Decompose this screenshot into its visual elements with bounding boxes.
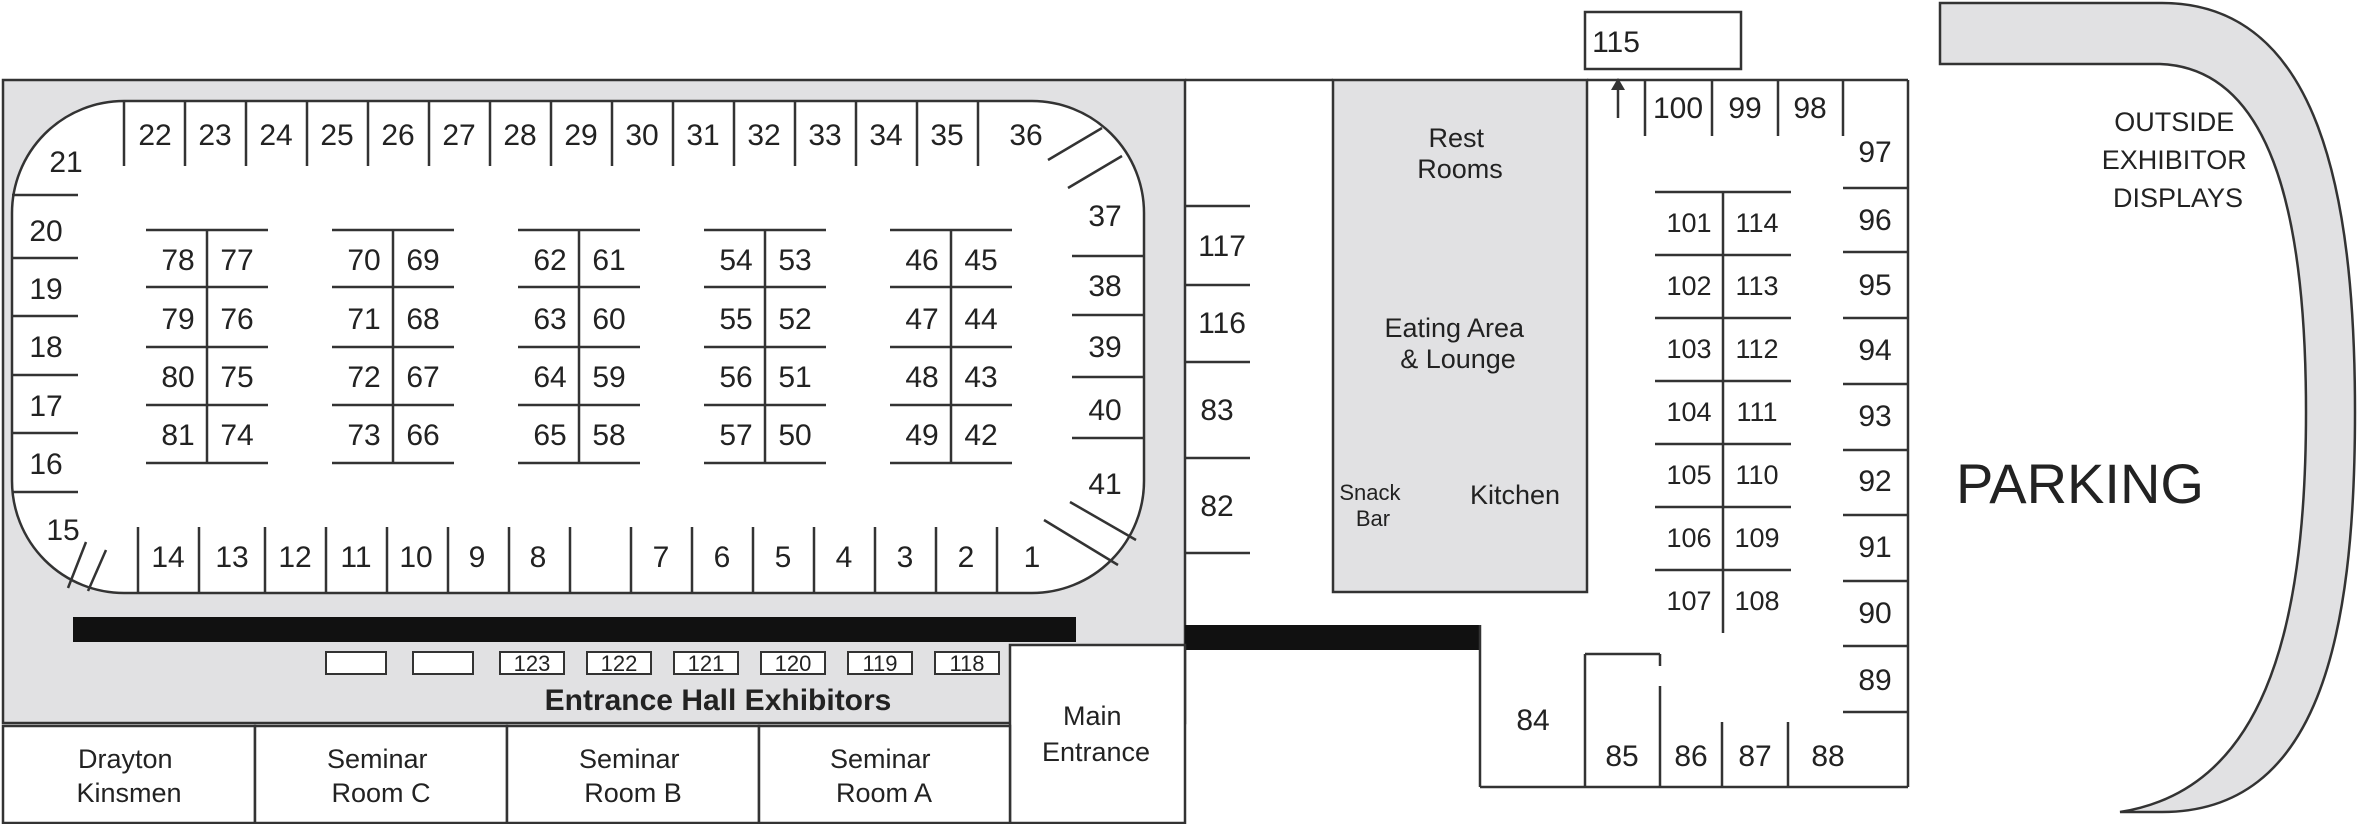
booth-label: 71 xyxy=(347,303,381,336)
booth-label: 95 xyxy=(1858,269,1892,302)
booth-label: 100 xyxy=(1652,92,1704,125)
booth-label: 11 xyxy=(340,541,372,574)
booth-label: 115 xyxy=(1592,26,1640,59)
booth-label: 45 xyxy=(964,244,998,277)
booth-label: 96 xyxy=(1858,204,1892,237)
booth-label: 87 xyxy=(1738,740,1772,773)
rest-rooms-label: Rest Rooms xyxy=(1417,123,1503,184)
booth-label: 2 xyxy=(957,541,975,574)
booth-label: 114 xyxy=(1735,208,1779,238)
drayton-kinsmen-label: Drayton Kinsmen xyxy=(76,744,182,808)
booth-label: 73 xyxy=(347,419,381,452)
booth-label: 28 xyxy=(503,119,537,152)
parking-label: PARKING xyxy=(1956,452,2204,515)
booth-label: 79 xyxy=(161,303,195,336)
booth-label: 111 xyxy=(1736,397,1778,427)
booth-label: 19 xyxy=(29,273,63,306)
booth-label: 34 xyxy=(869,119,903,152)
booth-label: 104 xyxy=(1666,397,1712,427)
booth-label: 94 xyxy=(1858,334,1892,367)
booth-label: 110 xyxy=(1735,460,1779,490)
booth-label: 51 xyxy=(778,361,812,394)
booth-label: 43 xyxy=(964,361,998,394)
booth-label: 12 xyxy=(278,541,312,574)
booth-label: 16 xyxy=(29,448,63,481)
booth-label: 23 xyxy=(198,119,232,152)
booth-label: 99 xyxy=(1728,92,1762,125)
booth-label: 72 xyxy=(347,361,381,394)
booth-label: 33 xyxy=(808,119,842,152)
seminar-c-box xyxy=(255,726,507,823)
drayton-kinsmen-box xyxy=(3,726,255,823)
booth-label: 35 xyxy=(930,119,964,152)
booth-label: 68 xyxy=(406,303,440,336)
booth-label: 60 xyxy=(592,303,626,336)
booth-label: 37 xyxy=(1088,200,1122,233)
seminar-room-c-label: Seminar Room C xyxy=(326,744,431,808)
booth-label: 3 xyxy=(896,541,914,574)
booth-label: 58 xyxy=(592,419,626,452)
booth-label: 107 xyxy=(1666,586,1712,616)
booth-label: 53 xyxy=(778,244,812,277)
booth-label: 97 xyxy=(1858,136,1892,169)
booth-label: 24 xyxy=(259,119,293,152)
booth-label: 7 xyxy=(652,541,670,574)
booth-label: 103 xyxy=(1666,334,1712,364)
booth-label: 44 xyxy=(964,303,998,336)
eating-area-label: Eating Area & Lounge xyxy=(1384,313,1525,374)
booth-label: 41 xyxy=(1088,468,1122,501)
booth-label: 49 xyxy=(905,419,939,452)
barrier-bar-west xyxy=(73,617,1076,642)
booth-label: 77 xyxy=(220,244,254,277)
booth-label: 67 xyxy=(406,361,440,394)
booth-label: 81 xyxy=(161,419,195,452)
booth-label: 85 xyxy=(1605,740,1639,773)
booth-label: 118 xyxy=(949,651,985,676)
booth-label: 93 xyxy=(1858,400,1892,433)
booth-label: 36 xyxy=(1009,119,1043,152)
booth-label: 69 xyxy=(406,244,440,277)
seminar-room-b-label: Seminar Room B xyxy=(578,744,682,808)
booth-label: 113 xyxy=(1735,271,1779,301)
booth-label: 47 xyxy=(905,303,939,336)
booth-label: 54 xyxy=(719,244,753,277)
booth-label: 83 xyxy=(1200,394,1234,427)
booth-label: 40 xyxy=(1088,394,1122,427)
booth-label: 18 xyxy=(29,331,63,364)
booth-label: 31 xyxy=(686,119,720,152)
booth-label: 61 xyxy=(592,244,626,277)
booth-label: 39 xyxy=(1088,331,1122,364)
booth-label: 74 xyxy=(220,419,254,452)
booth-label: 50 xyxy=(778,419,812,452)
booth-label: 108 xyxy=(1734,586,1780,616)
booth-label: 121 xyxy=(687,651,725,676)
booth-label: 91 xyxy=(1858,531,1892,564)
booth-label: 10 xyxy=(399,541,433,574)
booth-label: 106 xyxy=(1666,523,1712,553)
booth-label: 98 xyxy=(1793,92,1827,125)
booth-label: 112 xyxy=(1735,334,1779,364)
booth-label: 32 xyxy=(747,119,781,152)
booth-label: 48 xyxy=(905,361,939,394)
booth-label: 84 xyxy=(1516,704,1550,737)
seminar-a-box xyxy=(759,726,1010,823)
booth-label: 30 xyxy=(625,119,659,152)
booth-label: 116 xyxy=(1198,307,1246,340)
booth-label: 59 xyxy=(592,361,626,394)
booth-label: 57 xyxy=(719,419,753,452)
booth-label: 82 xyxy=(1200,490,1234,523)
booth-label: 64 xyxy=(533,361,567,394)
booth-label: 76 xyxy=(220,303,254,336)
booth-label: 17 xyxy=(29,390,63,423)
booth-label: 52 xyxy=(778,303,812,336)
booth-label: 102 xyxy=(1666,271,1712,301)
booth-label: 8 xyxy=(529,541,547,574)
booth-label: 55 xyxy=(719,303,753,336)
booth-label: 105 xyxy=(1666,460,1712,490)
booth-label: 29 xyxy=(564,119,598,152)
booth-label: 90 xyxy=(1858,597,1892,630)
booth-label: 9 xyxy=(468,541,486,574)
booth-label: 26 xyxy=(381,119,415,152)
booth-label: 109 xyxy=(1734,523,1780,553)
booth-label: 119 xyxy=(862,651,898,676)
booth-label: 1 xyxy=(1023,541,1041,574)
booth-label: 15 xyxy=(46,514,80,547)
booth-label: 65 xyxy=(533,419,567,452)
booth-label: 117 xyxy=(1198,230,1246,263)
booth-label: 70 xyxy=(347,244,381,277)
kitchen-label: Kitchen xyxy=(1469,480,1561,510)
booth-label: 101 xyxy=(1666,208,1712,238)
booth-label: 22 xyxy=(138,119,172,152)
booth-label: 88 xyxy=(1811,740,1845,773)
barrier-bar-east xyxy=(1185,625,1480,650)
booth-label: 6 xyxy=(713,541,731,574)
booth-label: 21 xyxy=(49,146,83,179)
booth-label: 62 xyxy=(533,244,567,277)
booth-label: 78 xyxy=(161,244,195,277)
booth-label: 14 xyxy=(151,541,185,574)
booth-label: 20 xyxy=(29,215,63,248)
booth-label: 75 xyxy=(220,361,254,394)
booth-label: 80 xyxy=(161,361,195,394)
seminar-room-a-label: Seminar Room A xyxy=(829,744,933,808)
booth-label: 122 xyxy=(600,651,638,676)
booth-label: 27 xyxy=(442,119,476,152)
booth-label: 56 xyxy=(719,361,753,394)
seminar-b-box xyxy=(507,726,759,823)
snack-bar-label: Snack Bar xyxy=(1339,480,1401,531)
outside-exhibitor-displays-label: OUTSIDE EXHIBITOR DISPLAYS xyxy=(2101,107,2247,213)
booth-label: 92 xyxy=(1858,465,1892,498)
entrance-hall-exhibitors-label: Entrance Hall Exhibitors xyxy=(544,684,892,717)
booth-label: 86 xyxy=(1674,740,1708,773)
booth-label: 63 xyxy=(533,303,567,336)
booth-label: 4 xyxy=(835,541,853,574)
main-entrance-label: Main Entrance xyxy=(1041,701,1151,767)
booth-label: 66 xyxy=(406,419,440,452)
booth-label: 42 xyxy=(964,419,998,452)
booth-label: 89 xyxy=(1858,664,1892,697)
booth-label: 25 xyxy=(320,119,354,152)
booth-label: 38 xyxy=(1088,270,1122,303)
booth-label: 123 xyxy=(513,651,551,676)
main-entrance-box xyxy=(1010,645,1185,823)
booth-label: 120 xyxy=(774,651,812,676)
booth-label: 13 xyxy=(215,541,249,574)
booth-label: 5 xyxy=(774,541,792,574)
booth-label: 46 xyxy=(905,244,939,277)
